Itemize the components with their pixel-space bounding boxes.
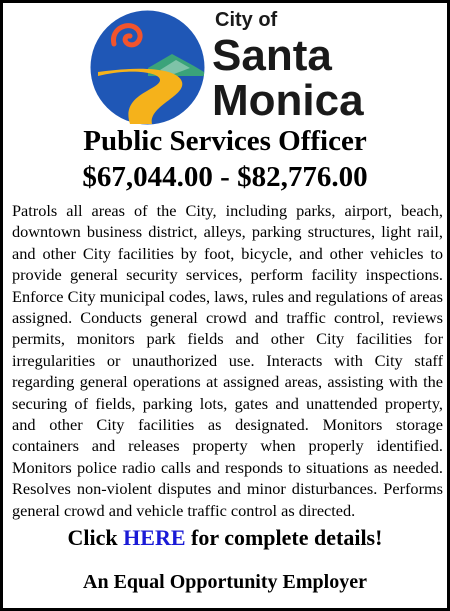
logo-santa: Santa [212, 31, 332, 80]
salary-range: $67,044.00 - $82,776.00 [82, 161, 368, 193]
job-title: Public Services Officer [83, 125, 367, 157]
cta-prefix: Click [67, 525, 118, 550]
equal-opportunity-footer: An Equal Opportunity Employer [83, 571, 367, 593]
santa-monica-logo-icon [90, 10, 205, 125]
cta-suffix: for complete details! [191, 525, 383, 550]
details-link[interactable]: HERE [123, 525, 186, 550]
job-description: Patrols all areas of the City, including parks, airport, beach, downtown business district, alleys, parking structures, light rail, and other City facilities by foot, bicycle, and other vehicles to provide general security services, perform facility inspections. Enforce City municipal codes, laws, rules and regulations of areas assigned. Conducts general crowd and traffic control, reviews permits, monitors park fields and other City facilities for irregularities or unauthorized use. Interacts with City staff regarding general operations at assigned areas, assisting with the securing of fields, parking lots, gates and unattended property, and other City facilities as designated. Monitors storage containers and releases property when properly identified. Monitors police radio calls and responds to situations as needed. Resolves non-violent disputes and minor disturbances. Performs general crowd and vehicle traffic control as directed. [12, 201, 443, 520]
header [3, 3, 447, 123]
details-cta [3, 524, 447, 552]
logo-city-of: City of [215, 9, 278, 31]
logo-monica: Monica [212, 76, 364, 125]
